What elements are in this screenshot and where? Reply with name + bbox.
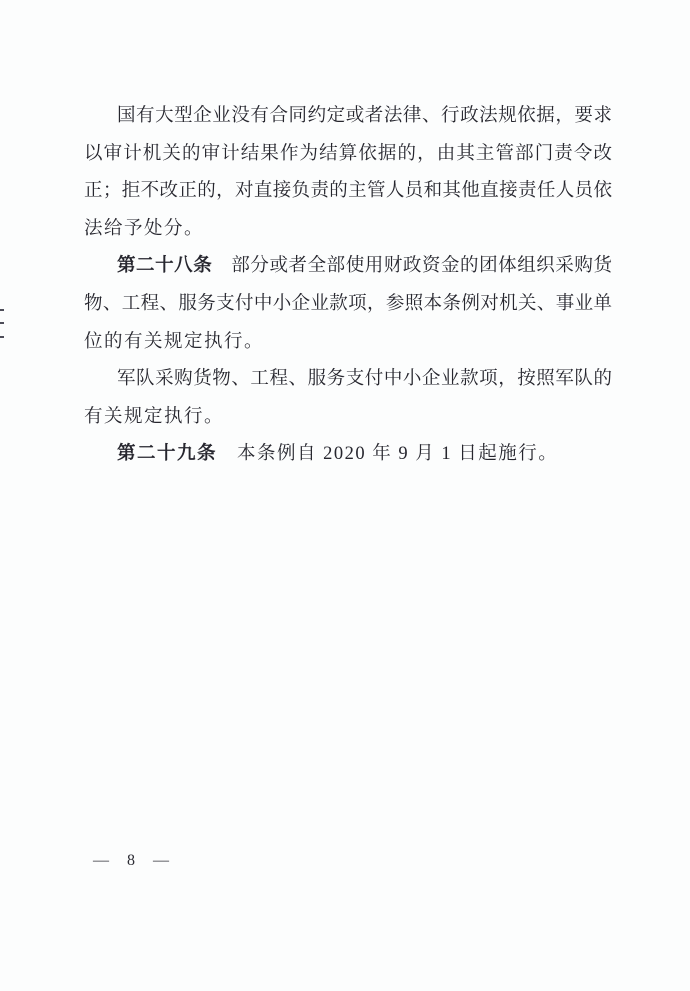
article-number: 第二十八条 bbox=[117, 256, 213, 277]
text-line bbox=[84, 324, 612, 362]
text-line bbox=[84, 361, 612, 399]
article-number: 第二十九条 bbox=[117, 444, 218, 465]
line-text: 国有大型企业没有合同约定或者法律、行政法规依据，要求 bbox=[117, 106, 612, 126]
line-text: 物、工程、服务支付中小企业款项，参照本条例对机关、事业单 bbox=[84, 293, 612, 314]
line-text: 有关规定执行。 bbox=[84, 406, 225, 427]
page-number: — 8 — bbox=[93, 852, 176, 869]
binding-mark bbox=[0, 336, 4, 338]
text-line bbox=[84, 436, 612, 474]
line-text: 部分或者全部使用财政资金的团体组织采购货 bbox=[212, 256, 612, 277]
line-text: 位的有关规定执行。 bbox=[84, 331, 265, 352]
text-line bbox=[84, 173, 612, 211]
line-text: 军队采购货物、工程、服务支付中小企业款项，按照军队的 bbox=[117, 369, 612, 390]
text-line bbox=[84, 98, 612, 136]
text-line bbox=[84, 248, 612, 286]
binding-mark bbox=[0, 322, 4, 324]
line-text: 以审计机关的审计结果作为结算依据的，由其主管部门责令改 bbox=[84, 143, 612, 164]
document-body bbox=[84, 98, 612, 474]
line-text: 法给予处分。 bbox=[84, 218, 205, 239]
line-text: 本条例自 2020 年 9 月 1 日起施行。 bbox=[217, 444, 559, 465]
text-line bbox=[84, 136, 612, 174]
text-line bbox=[84, 399, 612, 437]
line-text: 正；拒不改正的，对直接负责的主管人员和其他直接责任人员依 bbox=[84, 181, 612, 202]
text-line bbox=[84, 211, 612, 249]
binding-mark bbox=[0, 309, 4, 311]
text-line bbox=[84, 286, 612, 324]
